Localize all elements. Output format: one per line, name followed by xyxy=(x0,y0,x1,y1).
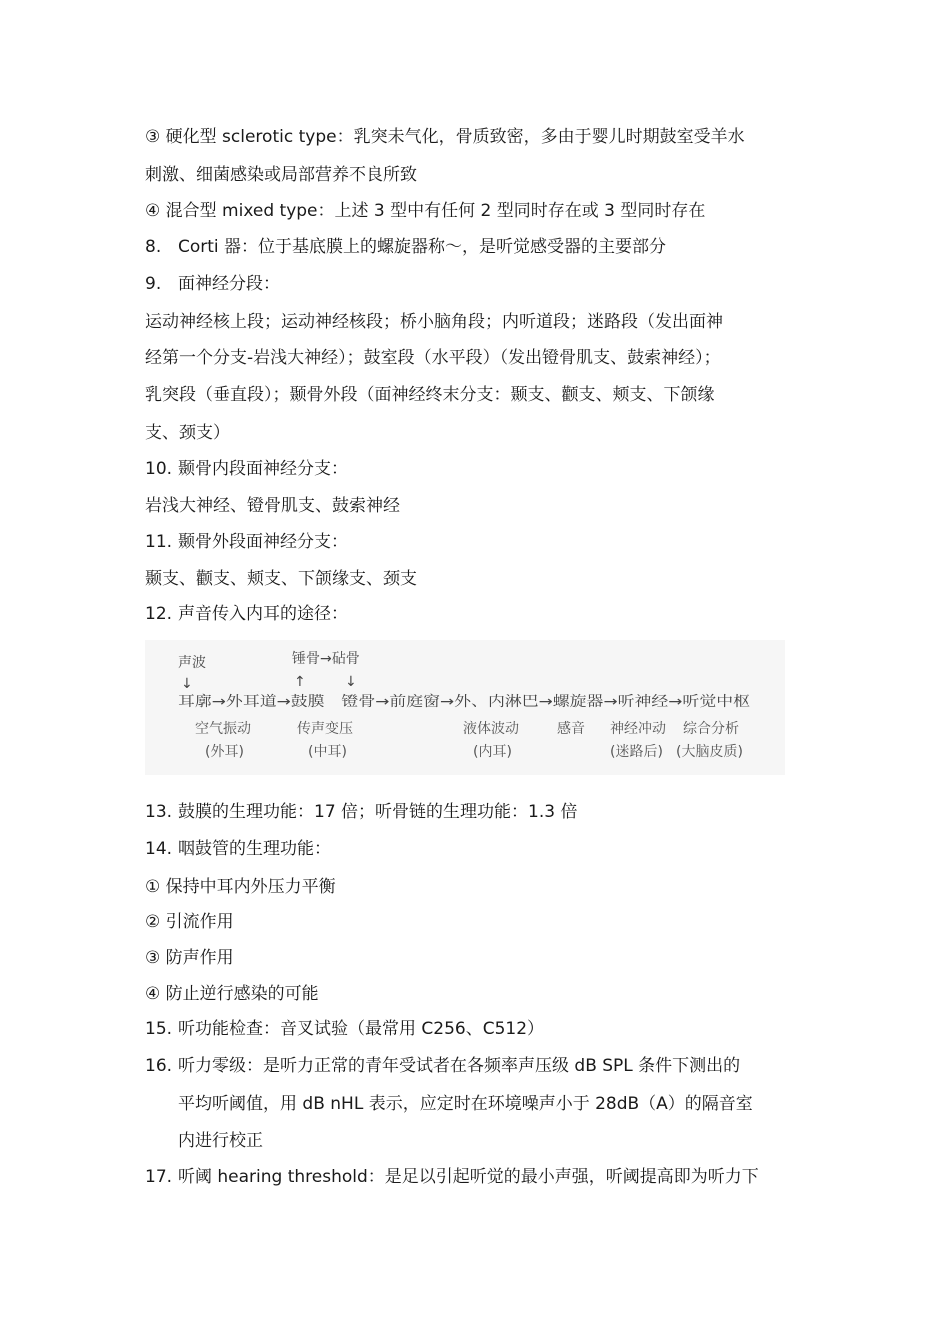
diagram-sound-wave: 声波 xyxy=(178,655,206,671)
diagram-conduction: 传声变压 xyxy=(297,721,353,737)
list-item: 17. 听阈 hearing threshold：是足以引起听觉的最小声强，听阈提高即为听力下 xyxy=(145,1167,759,1187)
sound-conduction-diagram xyxy=(145,640,785,775)
text-line: 平均听阈值，用 dB nHL 表示，应定时在环境噪声小于 28dB（A）的隔音室 xyxy=(178,1094,753,1114)
diagram-retrocochlear: (迷路后) xyxy=(610,744,663,760)
diagram-fluid-wave: 液体波动 xyxy=(463,721,519,737)
text-line: 岩浅大神经、镫骨肌支、鼓索神经 xyxy=(145,496,400,516)
diagram-chain: 耳廓→外耳道→鼓膜 镫骨→前庭窗→外、内淋巴→螺旋器→听神经→听觉中枢 xyxy=(178,694,653,710)
text-line: 刺激、细菌感染或局部营养不良所致 xyxy=(145,165,417,185)
list-item: 12. 声音传入内耳的途径： xyxy=(145,604,348,624)
diagram-outer-ear: (外耳) xyxy=(205,744,244,760)
list-item: 13. 鼓膜的生理功能：17 倍；听骨链的生理功能：1.3 倍 xyxy=(145,802,578,822)
text-line: ③ 硬化型 sclerotic type：乳突未气化，骨质致密，多由于婴儿时期鼓室受羊水 xyxy=(145,127,745,147)
text-line: ④ 防止逆行感染的可能 xyxy=(145,984,319,1004)
text-line: ④ 混合型 mixed type：上述 3 型中有任何 2 型同时存在或 3 型同时存在 xyxy=(145,201,706,221)
diagram-middle-ear: (中耳) xyxy=(308,744,347,760)
text-line: ① 保持中耳内外压力平衡 xyxy=(145,877,336,897)
diagram-nerve-impulse: 神经冲动 xyxy=(610,721,666,737)
diagram-up-arrow: ↑ xyxy=(294,674,306,690)
list-item: 8. Corti 器：位于基底膜上的螺旋器称～，是听觉感受器的主要部分 xyxy=(145,237,667,257)
list-item: 15. 听功能检查：音叉试验（最常用 C256、C512） xyxy=(145,1019,545,1039)
diagram-ossicles-top: 锤骨→砧骨 xyxy=(292,651,360,667)
list-item: 16. 听力零级：是听力正常的青年受试者在各频率声压级 dB SPL 条件下测出的 xyxy=(145,1056,741,1076)
list-item: 10. 颞骨内段面神经分支： xyxy=(145,459,348,479)
text-line: 经第一个分支-岩浅大神经）；鼓室段（水平段）（发出镫骨肌支、鼓索神经）； xyxy=(145,348,721,368)
diagram-cortex: (大脑皮质) xyxy=(676,744,743,760)
diagram-perception: 感音 xyxy=(557,721,585,737)
text-line: 运动神经核上段；运动神经核段；桥小脑角段；内听道段；迷路段（发出面神 xyxy=(145,312,723,332)
text-line: 内进行校正 xyxy=(178,1131,263,1151)
diagram-inner-ear: (内耳) xyxy=(473,744,512,760)
list-item: 14. 咽鼓管的生理功能： xyxy=(145,839,331,859)
diagram-down-arrow: ↓ xyxy=(345,674,357,690)
list-item: 11. 颞骨外段面神经分支： xyxy=(145,532,348,552)
text-line: 乳突段（垂直段）；颞骨外段（面神经终末分支：颞支、颧支、颊支、下颌缘 xyxy=(145,385,715,405)
text-line: ② 引流作用 xyxy=(145,912,234,932)
diagram-air-vibration: 空气振动 xyxy=(195,721,251,737)
text-line: 颞支、颧支、颊支、下颌缘支、颈支 xyxy=(145,569,417,589)
text-line: ③ 防声作用 xyxy=(145,948,234,968)
diagram-analysis: 综合分析 xyxy=(683,721,739,737)
list-item: 9. 面神经分段： xyxy=(145,274,280,294)
text-line: 支、颈支） xyxy=(145,423,230,443)
diagram-down-arrow: ↓ xyxy=(181,676,193,692)
